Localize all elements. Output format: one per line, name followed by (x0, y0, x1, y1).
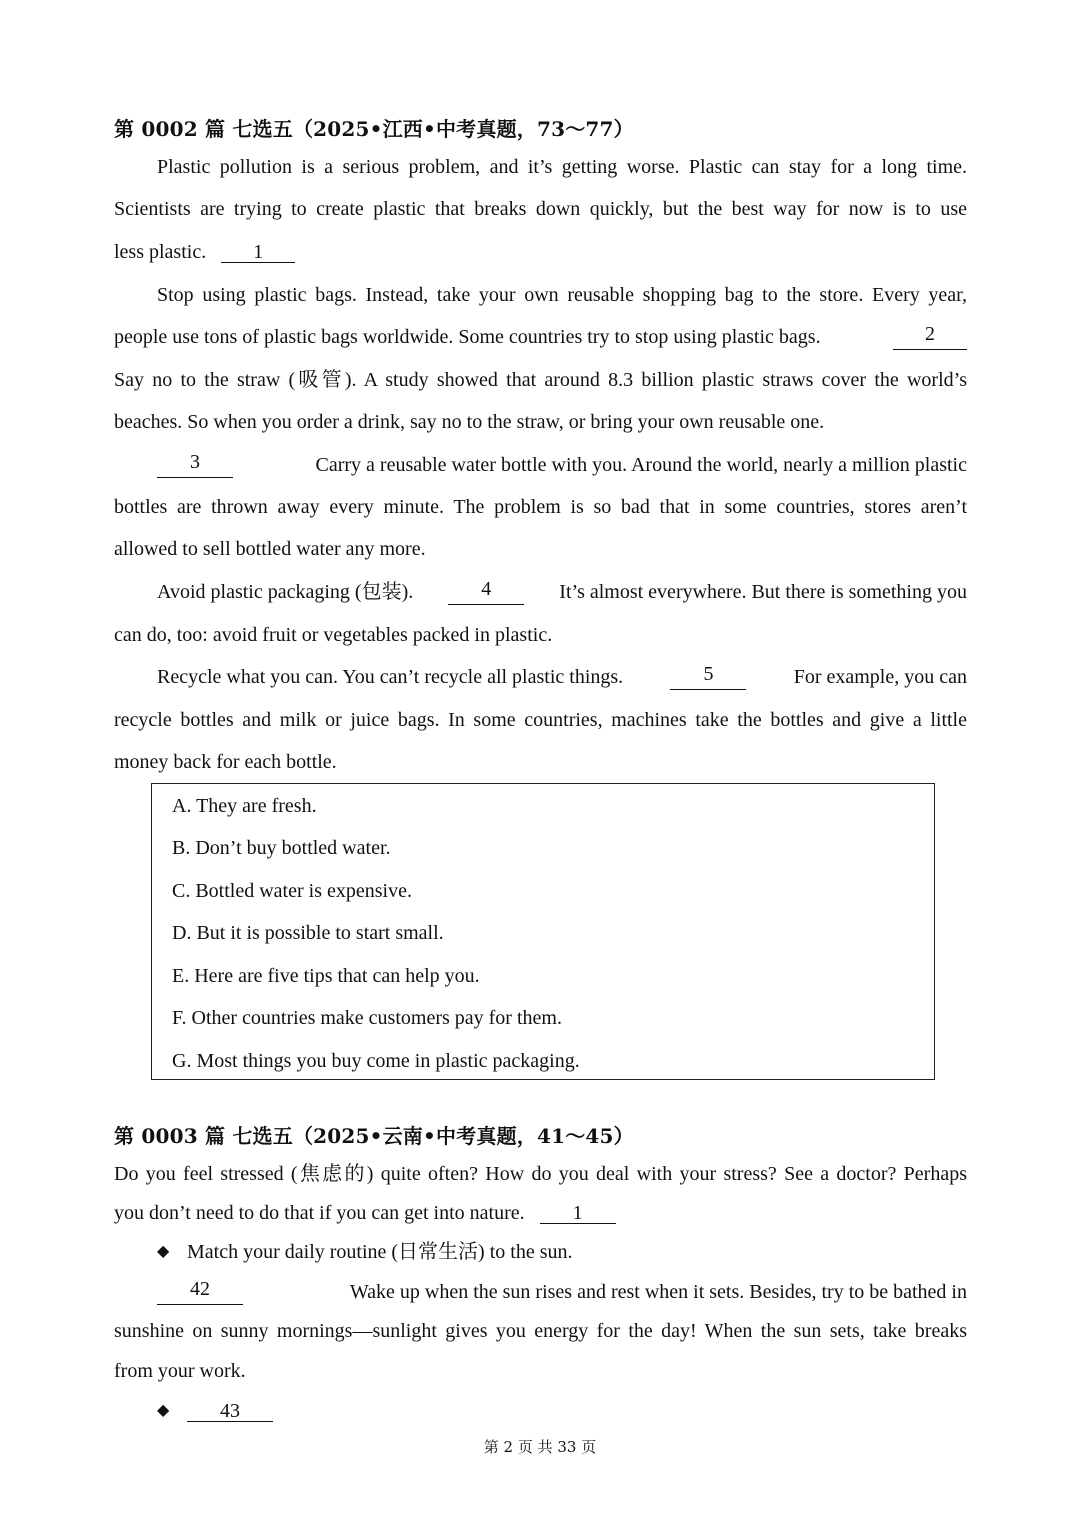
text-line: beaches. So when you order a drink, say no to the straw, or bring your own reusable one. (114, 411, 825, 433)
option-item: C. Bottled water is expensive. (172, 880, 412, 902)
text-line: Say no to the straw (吸管). A study showed that around 8.3 billion plastic straws cover the world’s (114, 369, 967, 391)
answer-blank: 2 (893, 324, 967, 350)
page-footer: 第 2 页 共 33 页 (483, 1438, 597, 1456)
text-segment: you don’t need to do that if you can get into nature. (114, 1202, 525, 1224)
options-box (151, 783, 935, 1080)
diamond-bullet-icon: ◆ (157, 1243, 170, 1260)
text-line (157, 452, 967, 478)
option-item: F. Other countries make customers pay for them. (172, 1007, 562, 1029)
text-line: Do you feel stressed (焦虑的) quite often? How do you deal with your stress? See a doctor? Perhaps (114, 1163, 967, 1185)
text-line: money back for each bottle. (114, 751, 337, 773)
text-line (114, 239, 967, 265)
text-line: sunshine on sunny mornings—sunlight gives you energy for the day! When the sun sets, take breaks (114, 1320, 967, 1342)
text-line: recycle bottles and milk or juice bags. In some countries, machines take the bottles and give a little (114, 709, 967, 731)
option-item: G. Most things you buy come in plastic packaging. (172, 1050, 580, 1072)
answer-blank: 42 (157, 1279, 243, 1305)
text-line: Scientists are trying to create plastic that breaks down quickly, but the best way for now is to use (114, 198, 967, 220)
text-segment: less plastic. (114, 241, 207, 263)
answer-blank: 1 (540, 1203, 616, 1224)
option-item: E. Here are five tips that can help you. (172, 965, 480, 987)
text-line (157, 1279, 967, 1305)
bullet-line (157, 1398, 967, 1424)
text-segment: Avoid plastic packaging (包装). (157, 581, 414, 603)
text-line (114, 324, 967, 350)
text-line: bottles are thrown away every minute. The problem is so bad that in some countries, stores aren’t (114, 496, 967, 518)
text-line: can do, too: avoid fruit or vegetables packed in plastic. (114, 624, 553, 646)
text-segment: Wake up when the sun rises and rest when it sets. Besides, try to be bathed in (349, 1281, 967, 1303)
option-item: A. They are fresh. (172, 795, 317, 817)
answer-blank: 43 (187, 1401, 273, 1422)
option-item: B. Don’t buy bottled water. (172, 837, 391, 859)
text-segment: It’s almost everywhere. But there is something you (559, 581, 967, 603)
text-segment: For example, you can (793, 666, 967, 688)
section-heading: 第 0003 篇 七选五（2025•云南•中考真题，41～45） (114, 1124, 634, 1148)
text-segment: people use tons of plastic bags worldwide. Some countries try to stop using plastic bags. (114, 326, 821, 348)
answer-blank: 4 (448, 579, 524, 605)
text-segment: Recycle what you can. You can’t recycle all plastic things. (157, 666, 624, 688)
text-line (114, 1200, 967, 1226)
diamond-bullet-icon: ◆ (157, 1402, 170, 1419)
text-line: Stop using plastic bags. Instead, take your own reusable shopping bag to the store. Every year, (157, 284, 967, 306)
section-heading: 第 0002 篇 七选五（2025•江西•中考真题，73～77） (114, 117, 634, 141)
text-line (157, 579, 967, 605)
text-line: allowed to sell bottled water any more. (114, 538, 426, 560)
bullet-text: Match your daily routine (日常生活) to the sun. (187, 1241, 573, 1263)
answer-blank: 3 (157, 452, 233, 478)
text-line: Plastic pollution is a serious problem, and it’s getting worse. Plastic can stay for a long time. (157, 156, 967, 178)
option-item: D. But it is possible to start small. (172, 922, 444, 944)
text-segment: Carry a reusable water bottle with you. Around the world, nearly a million plastic (315, 454, 967, 476)
text-line (157, 664, 967, 690)
text-line: from your work. (114, 1360, 246, 1382)
answer-blank: 1 (221, 242, 295, 263)
bullet-line (157, 1239, 967, 1265)
answer-blank: 5 (670, 664, 746, 690)
